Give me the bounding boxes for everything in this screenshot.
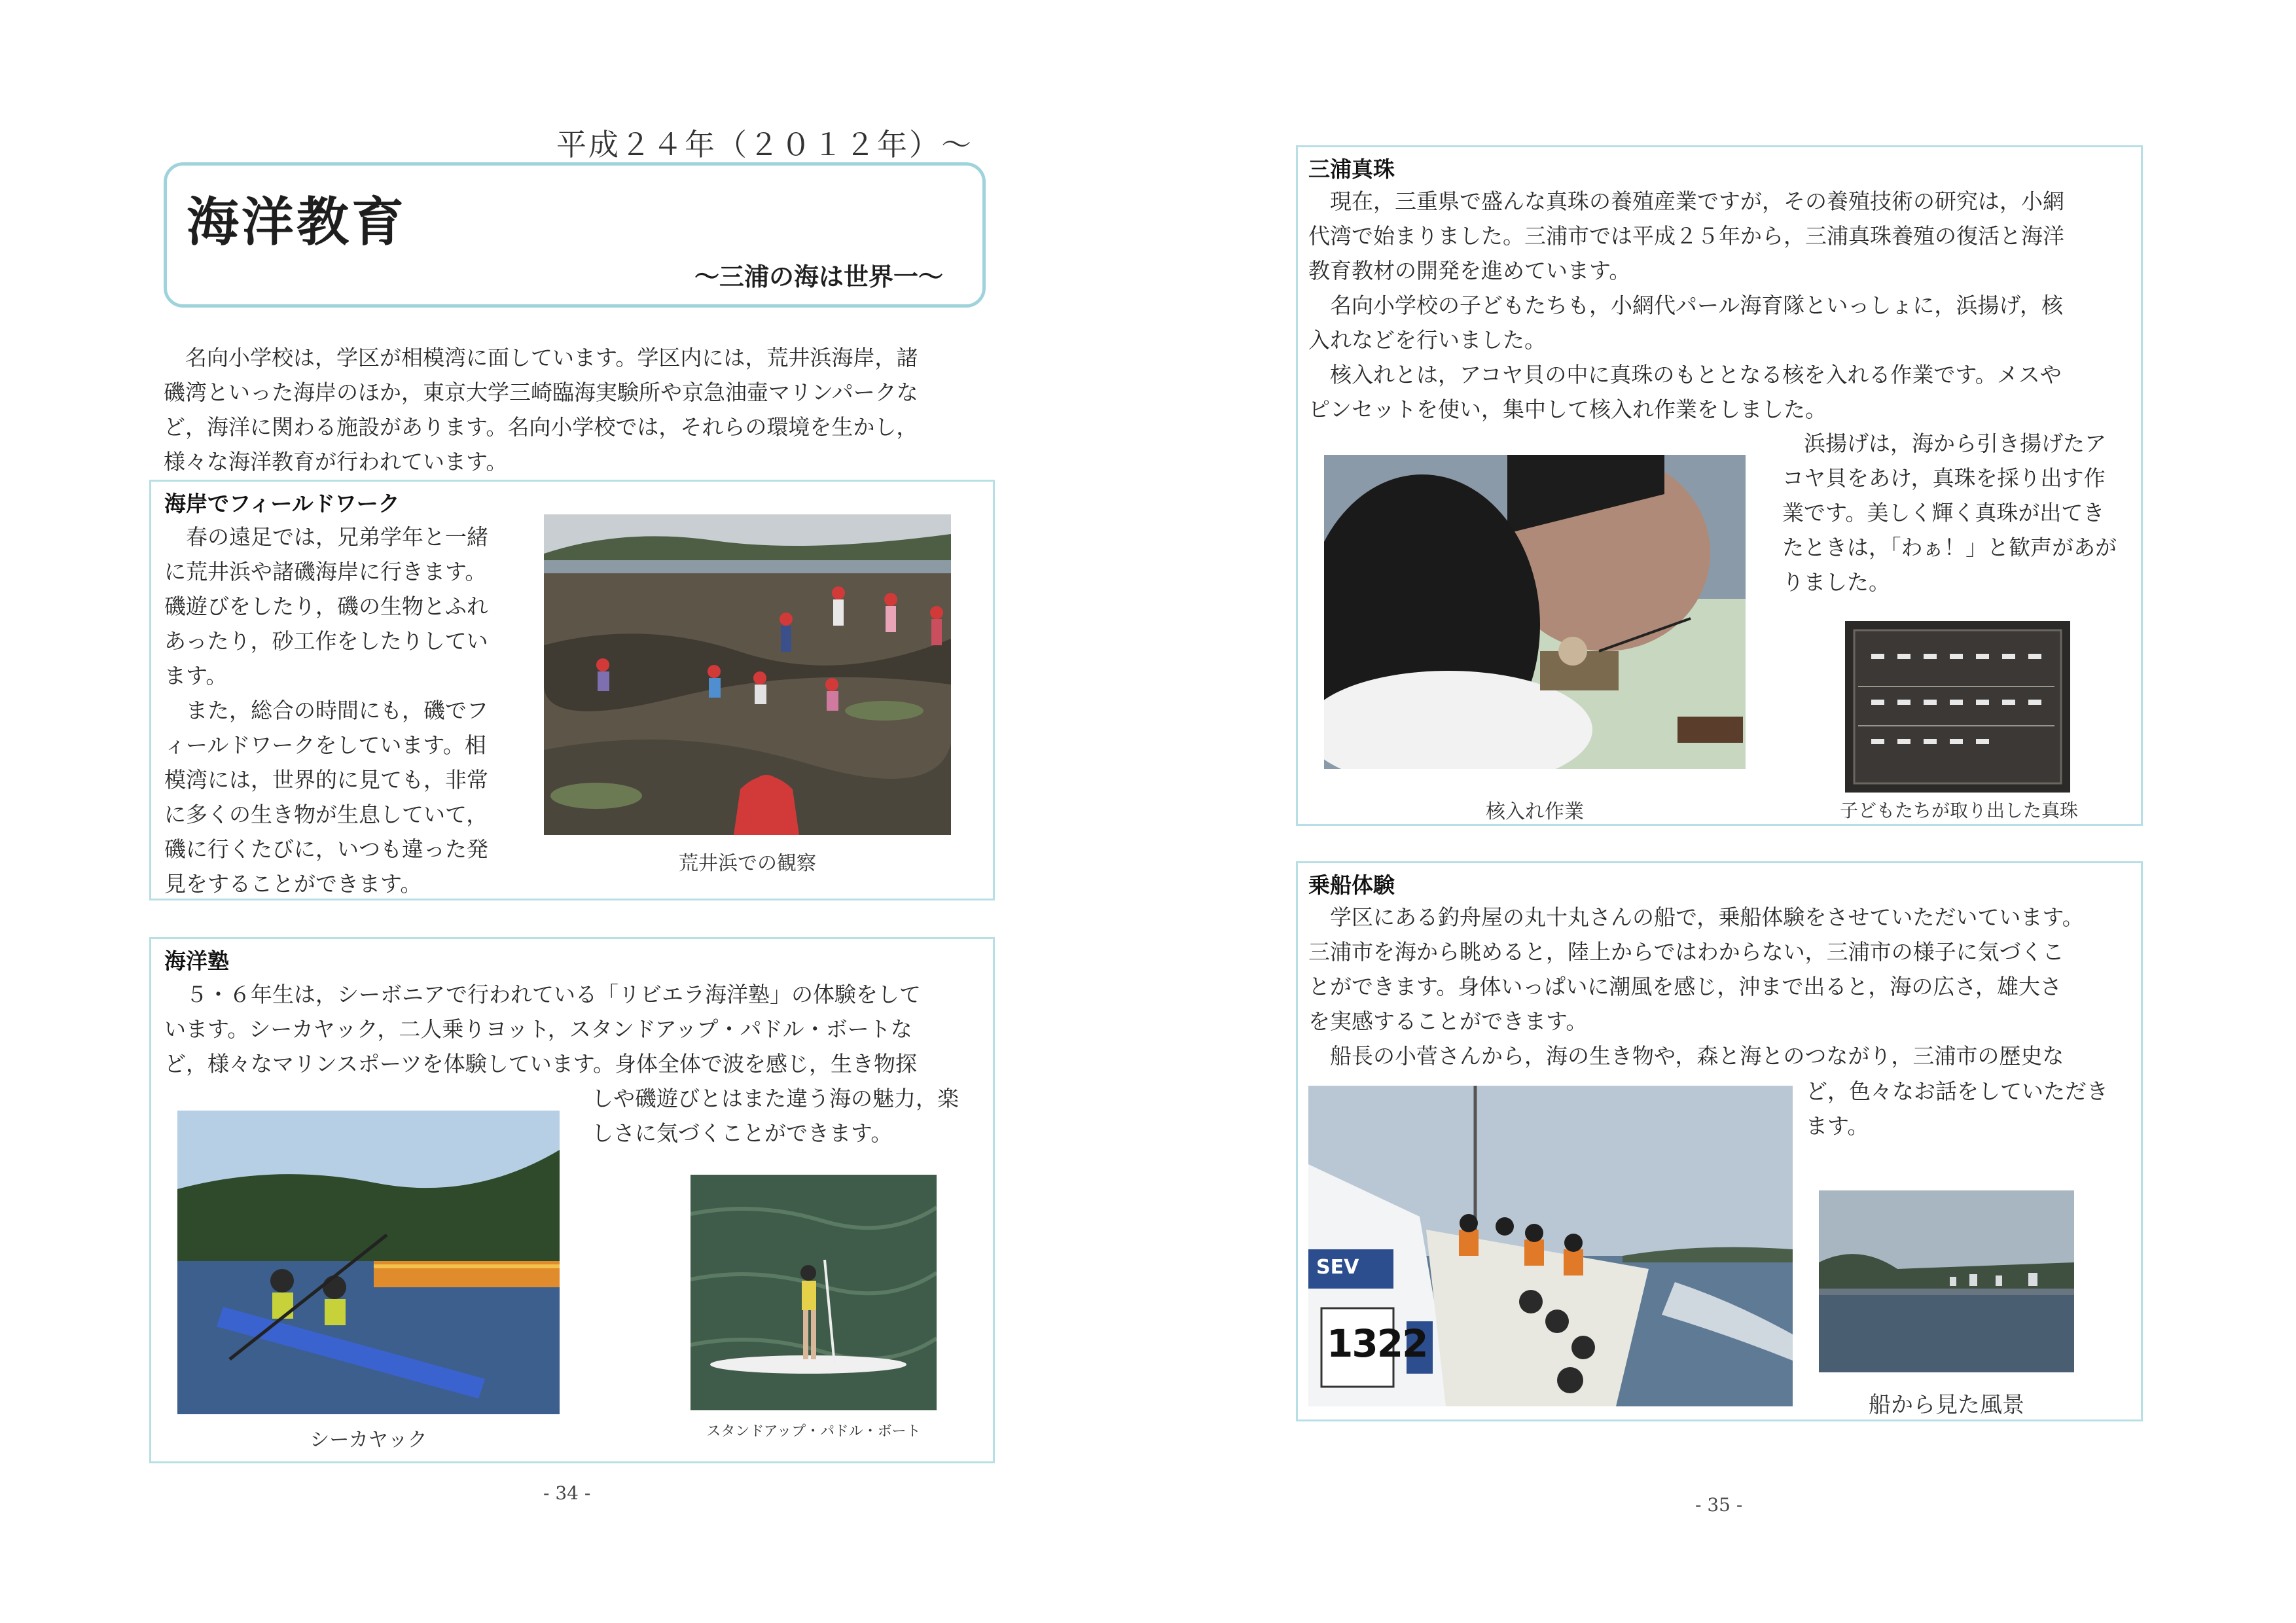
boat-ride-photo bbox=[1308, 1086, 1793, 1406]
fieldwork-title: 海岸でフィールドワーク bbox=[164, 491, 400, 516]
boat-line: 学区にある釣舟屋の丸十丸さんの船で，乗船体験をさせていただいています。 bbox=[1330, 904, 2084, 930]
pearl-line: りました。 bbox=[1782, 569, 1890, 595]
fieldwork-line: に多くの生き物が生息していて， bbox=[164, 802, 488, 827]
page-subtitle: ～三浦の海は世界一～ bbox=[694, 262, 943, 291]
pearl-line: 代湾で始まりました。三浦市では平成２５年から，三浦真珠養殖の復活と海洋 bbox=[1308, 223, 2064, 249]
kayak-photo bbox=[177, 1111, 560, 1414]
boat-text bbox=[1308, 900, 2140, 1073]
fieldwork-line: 見をすることができます。 bbox=[164, 871, 422, 897]
fieldwork-line: 春の遠足では，兄弟学年と一緒 bbox=[186, 524, 488, 550]
pearl-line: コヤ貝をあけ，真珠を採り出す作 bbox=[1782, 465, 2106, 491]
fieldwork-section bbox=[149, 480, 995, 901]
intro-line: ど，海洋に関わる施設があります。名向小学校では，それらの環境を生かし， bbox=[164, 414, 918, 440]
pearls-photo bbox=[1845, 621, 2070, 793]
juku-line: ５・６年生は，シーボニアで行われている「リビエラ海洋塾」の体験をして bbox=[186, 982, 921, 1007]
fieldwork-text bbox=[164, 520, 544, 901]
boat-title: 乗船体験 bbox=[1308, 872, 1395, 898]
pearl-line: 浜揚げは，海から引き揚げたア bbox=[1804, 431, 2106, 456]
sea-view-caption: 船から見た風景 bbox=[1869, 1392, 2024, 1418]
fieldwork-line: ます。 bbox=[164, 663, 228, 688]
pearl-line: 現在，三重県で盛んな真珠の養殖産業ですが，その養殖技術の研究は，小網 bbox=[1330, 188, 2064, 214]
fieldwork-line: あったり，砂工作をしたりしてい bbox=[164, 628, 488, 654]
boat-sign-text: SEV bbox=[1316, 1256, 1359, 1279]
boat-section bbox=[1296, 861, 2143, 1421]
juku-line: ど，様々なマリンスポーツを体験しています。身体全体で波を感じ，生き物探 bbox=[164, 1051, 918, 1077]
fieldwork-line: 磯遊びをしたり，磯の生物とふれ bbox=[164, 594, 488, 619]
pearl-line: 核入れとは，アコヤ貝の中に真珠のもととなる核を入れる作業です。メスや bbox=[1330, 362, 2062, 387]
nucleus-insertion-photo bbox=[1324, 455, 1746, 769]
sup-photo bbox=[691, 1175, 937, 1410]
boat-line: とができます。身体いっぱいに潮風を感じ，沖まで出ると，海の広さ，雄大さ bbox=[1308, 974, 2062, 999]
page-number-right: - 35 - bbox=[1695, 1494, 1743, 1516]
kayak-caption: シーカヤック bbox=[310, 1429, 427, 1452]
rocky-shore-photo bbox=[544, 514, 951, 835]
boat-text-right bbox=[1806, 1074, 2133, 1143]
juku-title: 海洋塾 bbox=[164, 948, 229, 974]
fieldwork-caption: 荒井浜での観察 bbox=[679, 852, 816, 875]
boat-line: を実感することができます。 bbox=[1308, 1008, 1588, 1034]
nucleus-insertion-caption: 核入れ作業 bbox=[1486, 800, 1584, 823]
pearl-text bbox=[1308, 184, 2136, 427]
pearl-text-right bbox=[1782, 426, 2136, 599]
boat-line: 船長の小菅さんから，海の生き物や，森と海とのつながり，三浦市の歴史な bbox=[1330, 1043, 2064, 1069]
pearl-line: 入れなどを行いました。 bbox=[1308, 327, 1546, 353]
pearl-line: 教育教材の開発を進めています。 bbox=[1308, 258, 1631, 283]
boat-line: ど，色々なお話をしていただき bbox=[1806, 1079, 2108, 1104]
pearl-line: 業です。美しく輝く真珠が出てき bbox=[1782, 500, 2105, 526]
intro-line: 様々な海洋教育が行われています。 bbox=[164, 449, 508, 474]
pearl-title: 三浦真珠 bbox=[1308, 156, 1395, 182]
sup-caption: スタンドアップ・パドル・ボート bbox=[706, 1423, 921, 1440]
title-box bbox=[164, 162, 986, 308]
pearl-line: ピンセットを使い，集中して核入れ作業をしました。 bbox=[1308, 397, 1827, 422]
intro-line: 名向小学校は，学区が相模湾に面しています。学区内には，荒井浜海岸，諸 bbox=[185, 345, 918, 370]
fieldwork-line: 模湾には，世界的に見ても，非常 bbox=[164, 767, 488, 793]
pearl-line: 名向小学校の子どもたちも，小網代パール海育隊といっしょに，浜揚げ，核 bbox=[1330, 293, 2064, 318]
intro-text bbox=[164, 340, 988, 479]
era-heading: 平成２４年（２０１２年）～ bbox=[556, 127, 973, 162]
pearl-line: たときは，「わぁ！」と歓声があが bbox=[1782, 535, 2117, 560]
pearl-section bbox=[1296, 145, 2143, 826]
page-number-left: - 34 - bbox=[543, 1482, 591, 1504]
fieldwork-line: 磯に行くたびに，いつも違った発 bbox=[164, 836, 488, 862]
juku-section bbox=[149, 937, 995, 1463]
juku-text bbox=[164, 977, 982, 1081]
juku-text-right bbox=[592, 1081, 984, 1150]
boat-line: ます。 bbox=[1806, 1113, 1869, 1139]
boat-number-text: 1322 bbox=[1327, 1321, 1427, 1366]
boat-line: 三浦市を海から眺めると，陸上からではわからない，三浦市の様子に気づくこ bbox=[1308, 939, 2064, 965]
juku-line: います。シーカヤック，二人乗りヨット，スタンドアップ・パドル・ボートな bbox=[164, 1016, 912, 1042]
pearls-caption: 子どもたちが取り出した真珠 bbox=[1839, 800, 2078, 821]
fieldwork-line: また，総合の時間にも，磯でフ bbox=[186, 698, 488, 723]
juku-line: しさに気づくことができます。 bbox=[592, 1120, 893, 1146]
juku-line: しや磯遊びとはまた違う海の魅力，楽 bbox=[592, 1086, 959, 1111]
intro-line: 磯湾といった海岸のほか，東京大学三崎臨海実験所や京急油壷マリンパークな bbox=[164, 380, 918, 405]
page-title: 海洋教育 bbox=[187, 192, 406, 253]
fieldwork-line: に荒井浜や諸磯海岸に行きます。 bbox=[164, 559, 487, 584]
sea-view-photo bbox=[1819, 1190, 2074, 1372]
fieldwork-line: ィールドワークをしています。相 bbox=[164, 732, 486, 758]
